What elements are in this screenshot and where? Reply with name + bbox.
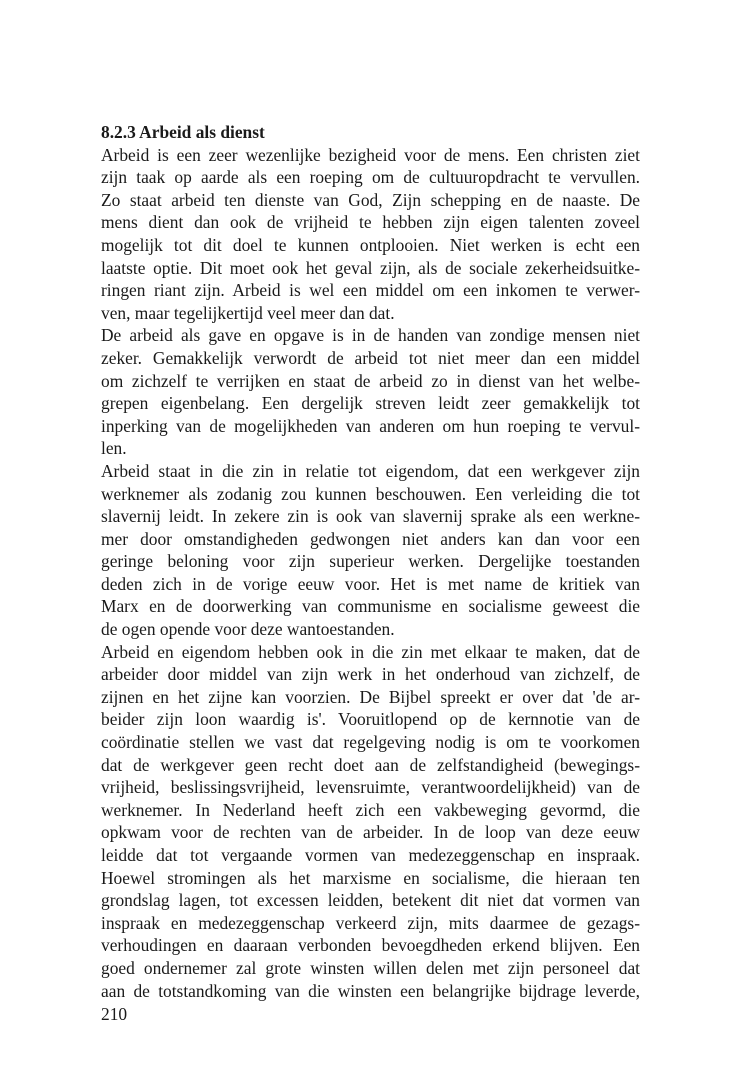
text-line: ven, maar tegelijkertijd veel meer dan dat. — [101, 302, 395, 323]
page-body — [101, 121, 640, 1026]
text-line: beider zijn loon waardig is'. Vooruitlopend op de kernnotie van de — [101, 709, 640, 730]
text-line: zijn taak op aarde als een roeping om de cultuuropdracht te vervullen. — [101, 167, 640, 188]
text-line: ringen riant zijn. Arbeid is wel een middel om een inkomen te verwer- — [101, 280, 640, 301]
section-heading: 8.2.3 Arbeid als dienst — [101, 122, 265, 142]
text-line: mens dient dan ook de vrijheid te hebben zijn eigen talenten zoveel — [101, 212, 640, 233]
page-number: 210 — [101, 1004, 128, 1025]
text-line: De arbeid als gave en opgave is in de handen van zondige mensen niet — [101, 325, 640, 346]
text-line: dat de werkgever geen recht doet aan de zelfstandigheid (bewegings- — [101, 754, 640, 775]
text-line: mer door omstandigheden gedwongen niet anders kan dan voor een — [101, 528, 640, 549]
text-line: Arbeid staat in die zin in relatie tot eigendom, dat een werkgever zijn — [101, 460, 640, 481]
text-line: aan de totstandkoming van die winsten een belangrijke bijdrage leverde, — [101, 980, 640, 1001]
text-line: de ogen opende voor deze wantoestanden. — [101, 619, 395, 640]
text-line: inspraak en medezeggenschap verkeerd zijn, mits daarmee de gezags- — [101, 912, 640, 933]
text-line: zeker. Gemakkelijk verwordt de arbeid tot niet meer dan een middel — [101, 347, 640, 368]
text-line: zijnen en het zijne kan voorzien. De Bijbel spreekt er over dat 'de ar- — [101, 686, 640, 707]
text-line: verhoudingen en daaraan verbonden bevoegdheden erkend blijven. Een — [101, 935, 640, 956]
text-line: Marx en de doorwerking van communisme en socialisme geweest die — [101, 596, 640, 617]
text-line: len. — [101, 438, 127, 459]
text-line: geringe beloning voor zijn superieur werken. Dergelijke toestanden — [101, 551, 640, 572]
text-line: werknemer. In Nederland heeft zich een vakbeweging gevormd, die — [101, 799, 640, 820]
text-line: coördinatie stellen we vast dat regelgeving nodig is om te voorkomen — [101, 732, 640, 753]
text-line: grepen eigenbelang. Een dergelijk streven leidt zeer gemakkelijk tot — [101, 393, 640, 414]
text-line: deden zich in de vorige eeuw voor. Het is met name de kritiek van — [101, 573, 640, 594]
text-line: laatste optie. Dit moet ook het geval zijn, als de sociale zekerheidsuitke- — [101, 257, 640, 278]
body-text — [101, 144, 640, 1003]
text-line: vrijheid, beslissingsvrijheid, levensruimte, verantwoordelijkheid) van de — [101, 777, 640, 798]
text-line: slavernij leidt. In zekere zin is ook van slavernij sprake als een werkne- — [101, 506, 640, 527]
text-line: grondslag lagen, tot excessen leidden, betekent dit niet dat vormen van — [101, 890, 640, 911]
text-line: leidde dat tot vergaande vormen van medezeggenschap en inspraak. — [101, 845, 640, 865]
text-line: arbeider door middel van zijn werk in het onderhoud van zichzelf, de — [101, 664, 640, 685]
text-line: Hoewel stromingen als het marxisme en socialisme, die hieraan ten — [101, 867, 640, 888]
text-line: Arbeid is een zeer wezenlijke bezigheid voor de mens. Een christen ziet — [101, 144, 640, 165]
text-line: werknemer als zodanig zou kunnen beschouwen. Een verleiding die tot — [101, 483, 640, 504]
text-line: Zo staat arbeid ten dienste van God, Zijn schepping en de naaste. De — [101, 189, 640, 210]
text-line: opkwam voor de rechten van de arbeider. In de loop van deze eeuw — [101, 822, 640, 843]
text-line: goed ondernemer zal grote winsten willen delen met zijn personeel dat — [101, 957, 640, 978]
text-line: inperking van de mogelijkheden van anderen om hun roeping te vervul- — [101, 415, 640, 436]
text-line: Arbeid en eigendom hebben ook in die zin met elkaar te maken, dat de — [101, 641, 640, 662]
text-line: om zichzelf te verrijken en staat de arbeid zo in dienst van het welbe- — [101, 370, 640, 391]
text-line: mogelijk tot dit doel te kunnen ontplooien. Niet werken is echt een — [101, 234, 640, 255]
